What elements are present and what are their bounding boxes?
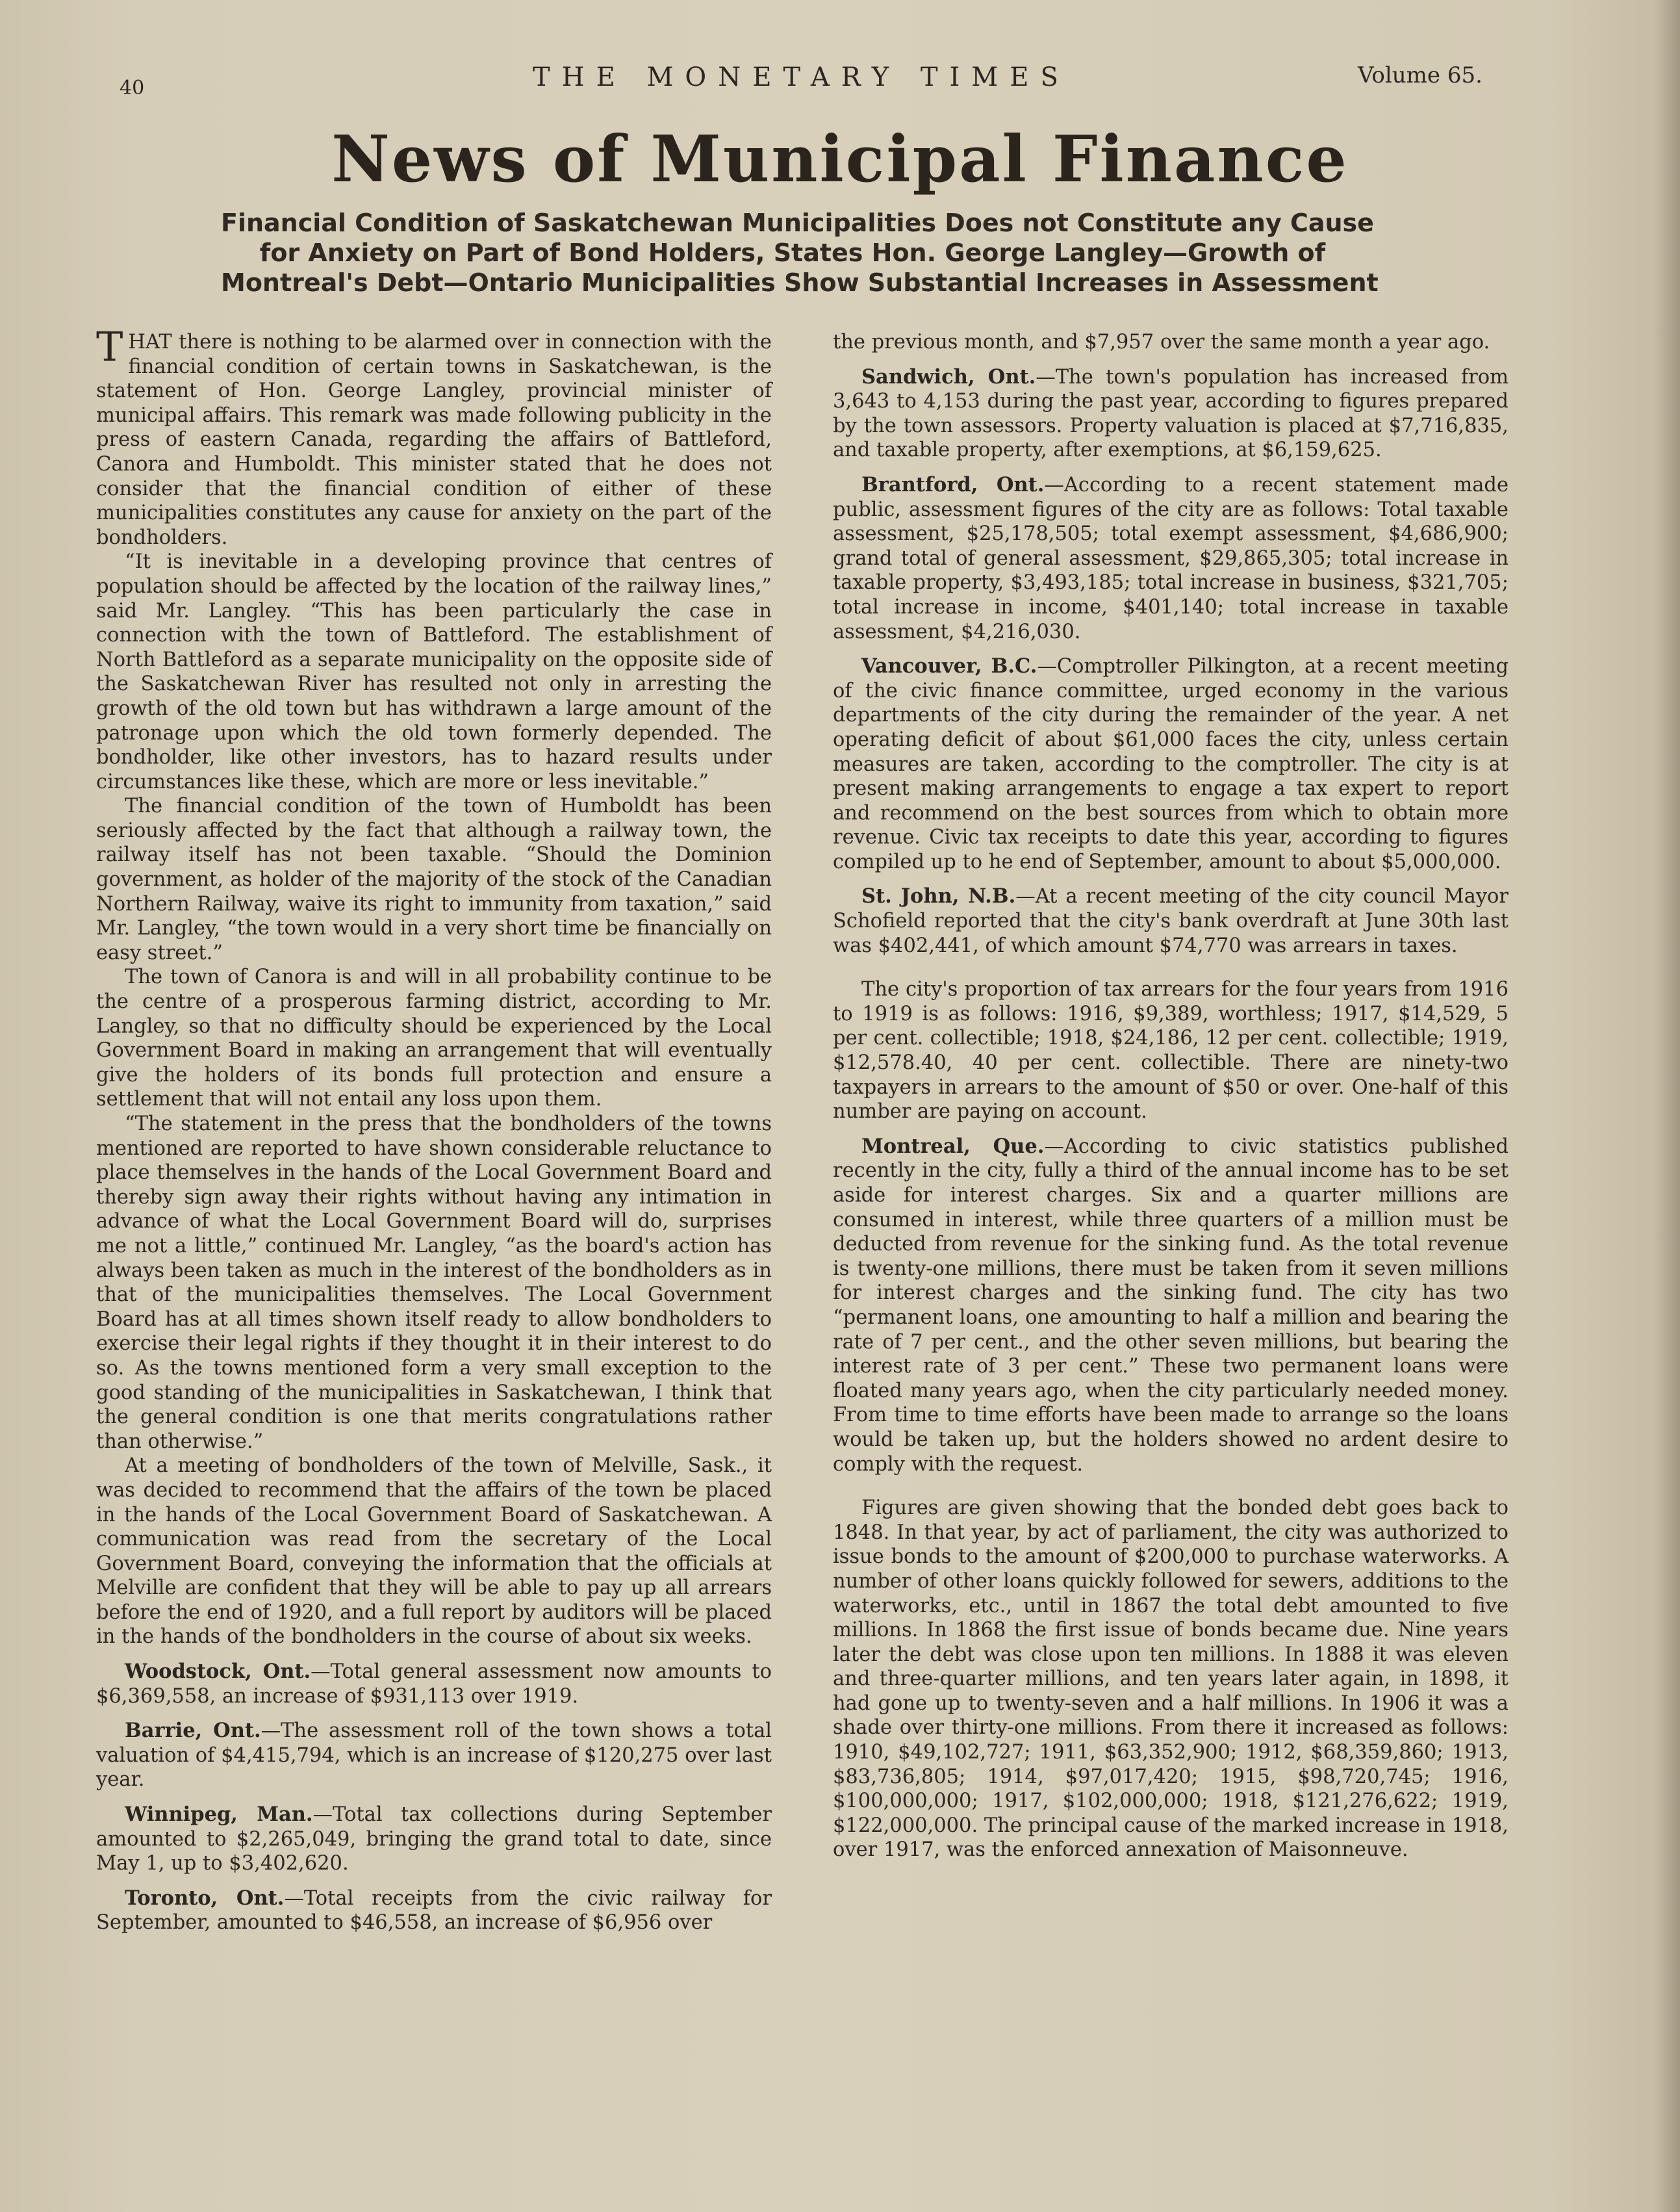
page-edge-shadow xyxy=(1654,0,1680,2212)
news-item-toronto xyxy=(96,1886,772,1935)
place-name: Brantford, Ont. xyxy=(861,472,1045,496)
news-text: —The assessment roll of the town shows a total valuation of $4,415,794, which is an increase of $120,275 over last year. xyxy=(96,1719,772,1792)
news-item-barrie xyxy=(96,1719,772,1792)
news-item-st-john xyxy=(833,884,1508,958)
place-name: Vancouver, B.C. xyxy=(861,654,1037,678)
news-text: —Total general assessment now amounts to $6,369,558, an increase of $931,113 over 1919. xyxy=(96,1660,772,1708)
article-title: News of Municipal Finance xyxy=(331,122,1349,197)
place-name: Barrie, Ont. xyxy=(125,1719,261,1743)
paragraph: Figures are given showing that the bonded debt goes back to 1848. In that year, by act of parliament, the city was authorized to issue bonds to the amount of $200,000 to purchase waterworks. A number of other loans quickly followed for sewers, additions to the waterworks, etc., until in 1867 the total debt amounted to five millions. In 1868 the first issue of bonds became due. Nine years later the debt was close upon ten millions. In 1888 it was eleven and three-quarter millions, and ten years later again, in 1898, it had gone up to twenty-seven and a half millions. In 1906 it was a shade over thirty-one millions. From there it increased as follows: 1910, $49,102,727; 1911, $63,352,900; 1912, $68,359,860; 1913, $83,736,805; 1914, $97,017,420; 1915, $98,720,745; 1916, $100,000,000; 1917, $102,000,000; 1918, $121,276,622; 1919, $122,000,000. The principal cause of the marked increase in 1918, over 1917, was the enforced annexation of Maisonneuve. xyxy=(833,1497,1508,1862)
paragraph-continued: the previous month, and $7,957 over the same month a year ago. xyxy=(833,331,1490,354)
news-item-winnipeg xyxy=(96,1803,772,1876)
paragraph: The town of Canora is and will in all probability continue to be the centre of a prosperous farming district, according to Mr. Langley, so that no difficulty should be experienced by the Local Government Board in making an arrangement that will eventually give the holders of its bonds full protection and ensure a settlement that will not entail any loss upon them. xyxy=(96,966,772,1111)
deck-line: for Anxiety on Part of Bond Holders, States Hon. George Langley—Growth of xyxy=(259,238,1326,267)
paragraph: “The statement in the press that the bondholders of the towns mentioned are reported to have shown considerable reluctance to place themselves in the hands of the Local Government Board and thereby sign away their rights without having any intimation in advance of what the Local Government Board will do, surprises me not a little,” continued Mr. Langley, “as the board's action has always been taken as much in the interest of the bondholders as in that of the municipalities themselves. The Local Government Board has at all times shown itself ready to allow bondholders to exercise their legal rights if they thought it in their interest to do so. As the towns mentioned form a very small exception to the good standing of the municipalities in Saskatchewan, I think that the general condition is one that merits congratulations rather than otherwise.” xyxy=(96,1112,772,1453)
article-deck xyxy=(221,208,1379,298)
news-text: —The town's population has increased from 3,643 to 4,153 during the past year, according to figures prepared by the town assessors. Property valuation is placed at $7,716,835, and taxable property, after exemptions, at $6,159,625. xyxy=(833,365,1508,462)
place-name: Montreal, Que. xyxy=(861,1134,1045,1158)
place-name: Woodstock, Ont. xyxy=(125,1660,311,1684)
news-item-brantford xyxy=(833,473,1508,644)
journal-title: THE MONETARY TIMES xyxy=(533,62,1070,92)
page-number: 40 xyxy=(120,77,145,99)
volume-label: Volume 65. xyxy=(1358,62,1483,88)
news-item-woodstock xyxy=(96,1660,772,1708)
deck-line: Financial Condition of Saskatchewan Municipalities Does not Constitute any Cause xyxy=(221,209,1374,237)
paragraph: The city's proportion of tax arrears for the four years from 1916 to 1919 is as follows: 1916, $9,389, worthless; 1917, $14,529, 5 per cent. collectible; 1918, $24,186, 12 per cent. collectible; 1919, $12,578.40, 40 per cent. collectible. There are ninety-two taxpayers in arrears to the amount of $50 or over. One-half of this number are paying on account. xyxy=(833,978,1508,1124)
place-name: St. John, N.B. xyxy=(861,884,1016,908)
paragraph: At a meeting of bondholders of the town of Melville, Sask., it was decided to recommend that the affairs of the town be placed in the hands of the Local Government Board of Saskatchewan. A communication was read from the secretary of the Local Government Board, conveying the information that the officials at Melville are confident that they will be able to pay up all arrears before the end of 1920, and a full report by auditors will be placed in the hands of the bondholders in the course of about six weeks. xyxy=(96,1454,772,1649)
news-item-sandwich xyxy=(833,365,1508,463)
paragraph-text: HAT there is nothing to be alarmed over in connection with the financial condition of certain towns in Saskatchewan, is the statement of Hon. George Langley, provincial minister of municipal affairs. This remark was made following publicity in the press of eastern Canada, regarding the affairs of Battleford, Canora and Humboldt. This minister stated that he does not consider that the financial condition of either of these municipalities constitutes any cause for anxiety on the part of the bondholders. xyxy=(96,331,772,549)
paragraph: “It is inevitable in a developing province that centres of population should be affected by the location of the railway lines,” said Mr. Langley. “This has been particularly the case in connection with the town of Battleford. The establishment of North Battleford as a separate municipality on the opposite side of the Saskatchewan River has resulted not only in arresting the growth of the old town but has withdrawn a large amount of the patronage upon which the old town formerly depended. The bondholder, like other investors, has to hazard results under circumstances like these, which are more or less inevitable.” xyxy=(96,550,772,793)
news-text: —Total receipts from the civic railway for September, amounted to $46,558, an increase of $6,956 over xyxy=(96,1886,772,1935)
news-item-vancouver xyxy=(833,654,1508,874)
paragraph xyxy=(96,323,772,550)
news-item-montreal xyxy=(833,1135,1508,1476)
place-name: Toronto, Ont. xyxy=(125,1886,285,1910)
right-column xyxy=(833,330,1508,1862)
news-text: —Comptroller Pilkington, at a recent meeting of the civic finance committee, urged economy in the various departments of the city during the remainder of the year. A net operating deficit of about $61,000 faces the city, unless certain measures are taken, according to the comptroller. The city is at present making arrangements to engage a tax expert to report and recommend on the best sources from which to obtain more revenue. Civic tax receipts to date this year, according to figures compiled up to he end of September, amount to about $5,000,000. xyxy=(833,655,1508,873)
news-text: —Total tax collections during September amounted to $2,265,049, bringing the grand total to date, since May 1, up to $3,402,620. xyxy=(96,1803,772,1875)
news-text: —According to a recent statement made public, assessment figures of the city are as follows: Total taxable assessment, $25,178,505; total exempt assessment, $4,686,900; grand total of general assessment, $29,865,305; total increase in taxable property, $3,493,185; total increase in business, $321,705; total increase in income, $401,140; total increase in taxable assessment, $4,216,030. xyxy=(833,473,1509,643)
deck-line: Montreal's Debt—Ontario Municipalities Show Substantial Increases in Assessment xyxy=(221,268,1379,297)
left-column xyxy=(96,323,772,1935)
news-text: —At a recent meeting of the city council Mayor Schofield reported that the city's bank overdraft at June 30th last was $402,441, of which amount $74,770 was arrears in taxes. xyxy=(833,885,1508,957)
drop-cap: T xyxy=(96,323,123,370)
running-header xyxy=(0,57,1680,99)
news-text: —According to civic statistics published recently in the city, fully a third of the annual income has to be set aside for interest charges. Six and a quarter millions are consumed in interest, while three quarters of a million must be deducted from revenue for the sinking fund. As the total revenue is twenty-one millions, there must be taken from it seven millions for interest charges and the sinking fund. The city has two “permanent loans, one amounting to half a million and bearing the rate of 7 per cent., and the other seven millions, but bearing the interest rate of 3 per cent.” These two permanent loans were floated many years ago, when the city particularly needed money. From time to time efforts have been made to arrange so the loans would be taken up, but the holders showed no ardent desire to comply with the request. xyxy=(833,1135,1509,1476)
place-name: Winnipeg, Man. xyxy=(125,1803,313,1827)
place-name: Sandwich, Ont. xyxy=(861,365,1036,389)
paragraph: The financial condition of the town of Humboldt has been seriously affected by the fact that although a railway town, the railway itself has not been taxable. “Should the Dominion government, as holder of the majority of the stock of the Canadian Northern Railway, waive its right to immunity from taxation,” said Mr. Langley, “the town would in a very short time be financially on easy street.” xyxy=(96,795,772,964)
